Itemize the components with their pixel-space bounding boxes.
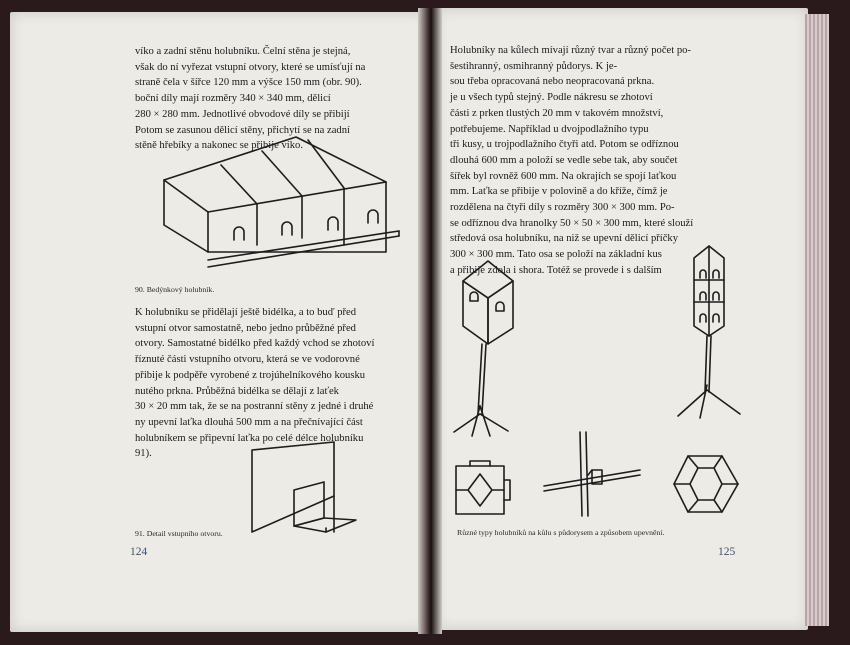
figure-92-pole-dovecote-hexagonal [664, 240, 754, 430]
figure-92-pole-dovecote-square [448, 256, 538, 436]
figure-92-hexagonal-plan [672, 452, 742, 522]
page-number-left: 124 [130, 546, 148, 558]
figure-90-caption: 90. Bedýnkový holubník. [135, 285, 215, 294]
figure-92-square-plan [450, 460, 520, 530]
page-number-right: 125 [718, 546, 736, 558]
figure-92-caption: Různé typy holubníků na kůlu s půdorysem a způsobem upevnění. [457, 528, 665, 537]
page-edges [805, 14, 829, 626]
figure-90-box-dovecote [156, 135, 406, 275]
left-paragraph-2: K holubníku se přidělají ještě bidélka, a to buď před vstupní otvor samostatně, nebo jedno průběžné před otvory. Samostatné bidélko před každý vchod se zhotoví říznuté části vstupního otvoru, která se ve vodorovné přibije k podpěře vyrobené z trojúhelníkového kousku nutého prkna. Průběžná bidélka se dělají z laťek 30 × 20 mm tak, že se na postranní stěny z jedné i druhé ny upevní laťka dlouhá 500 mm a na přečnívající část holubníkem se připevní laťka po celé délce holubníku 91). [135, 307, 375, 460]
left-paragraph-1: víko a zadní stěnu holubníku. Čelní stěna je stejná, však do ní vyřezat vstupní otvory, které se umísťují na straně čela v šířce 120 mm a výšce 150 mm (obr. 90). boční díly mají rozměry 340 × 340 mm, dělicí 280 × 280 mm. Jednotlivé obvodové díly se přibijí Potom se zasunou dělicí stěny, přichytí se na zadní stěně hřebíky a nakonec se přibije víko. [135, 46, 366, 152]
figure-91-caption: 91. Detail vstupního otvoru. [135, 529, 223, 538]
figure-91-entrance-detail [244, 440, 394, 540]
right-paragraph-1: Holubníky na kůlech mívají různý tvar a různý počet po- šestihranný, osmihranný půdorys. K je- sou třeba opracovaná nebo neopracovaná prkna. je u všech typů stejný. Podle nákresu se zhotoví části z prken tlustých 20 mm v takovém množství, potřebujeme. Například u dvojpodlažního typu tři kusy, u trojpodlažního čtyři atd. Potom se odříznou dlouhá 600 mm a položí se vedle sebe tak, aby součet šířek byl rovněž 600 mm. Na okrajích se spojí laťkou mm. Laťka se přibije v polovině a do kříže, čímž je rozdělena na čtyři díly s rozměry 300 × 300 mm. Po- se odříznou dva hranolky 50 × 50 × 300 mm, které slouží středová osa holubníku, na niž se upevní dělicí příčky 300 × 300 mm. Tato osa se položí na základní kus a přibije zdola i shora. Totéž se provede i s dalším [450, 45, 694, 276]
figure-92-cross-mount [540, 430, 650, 520]
